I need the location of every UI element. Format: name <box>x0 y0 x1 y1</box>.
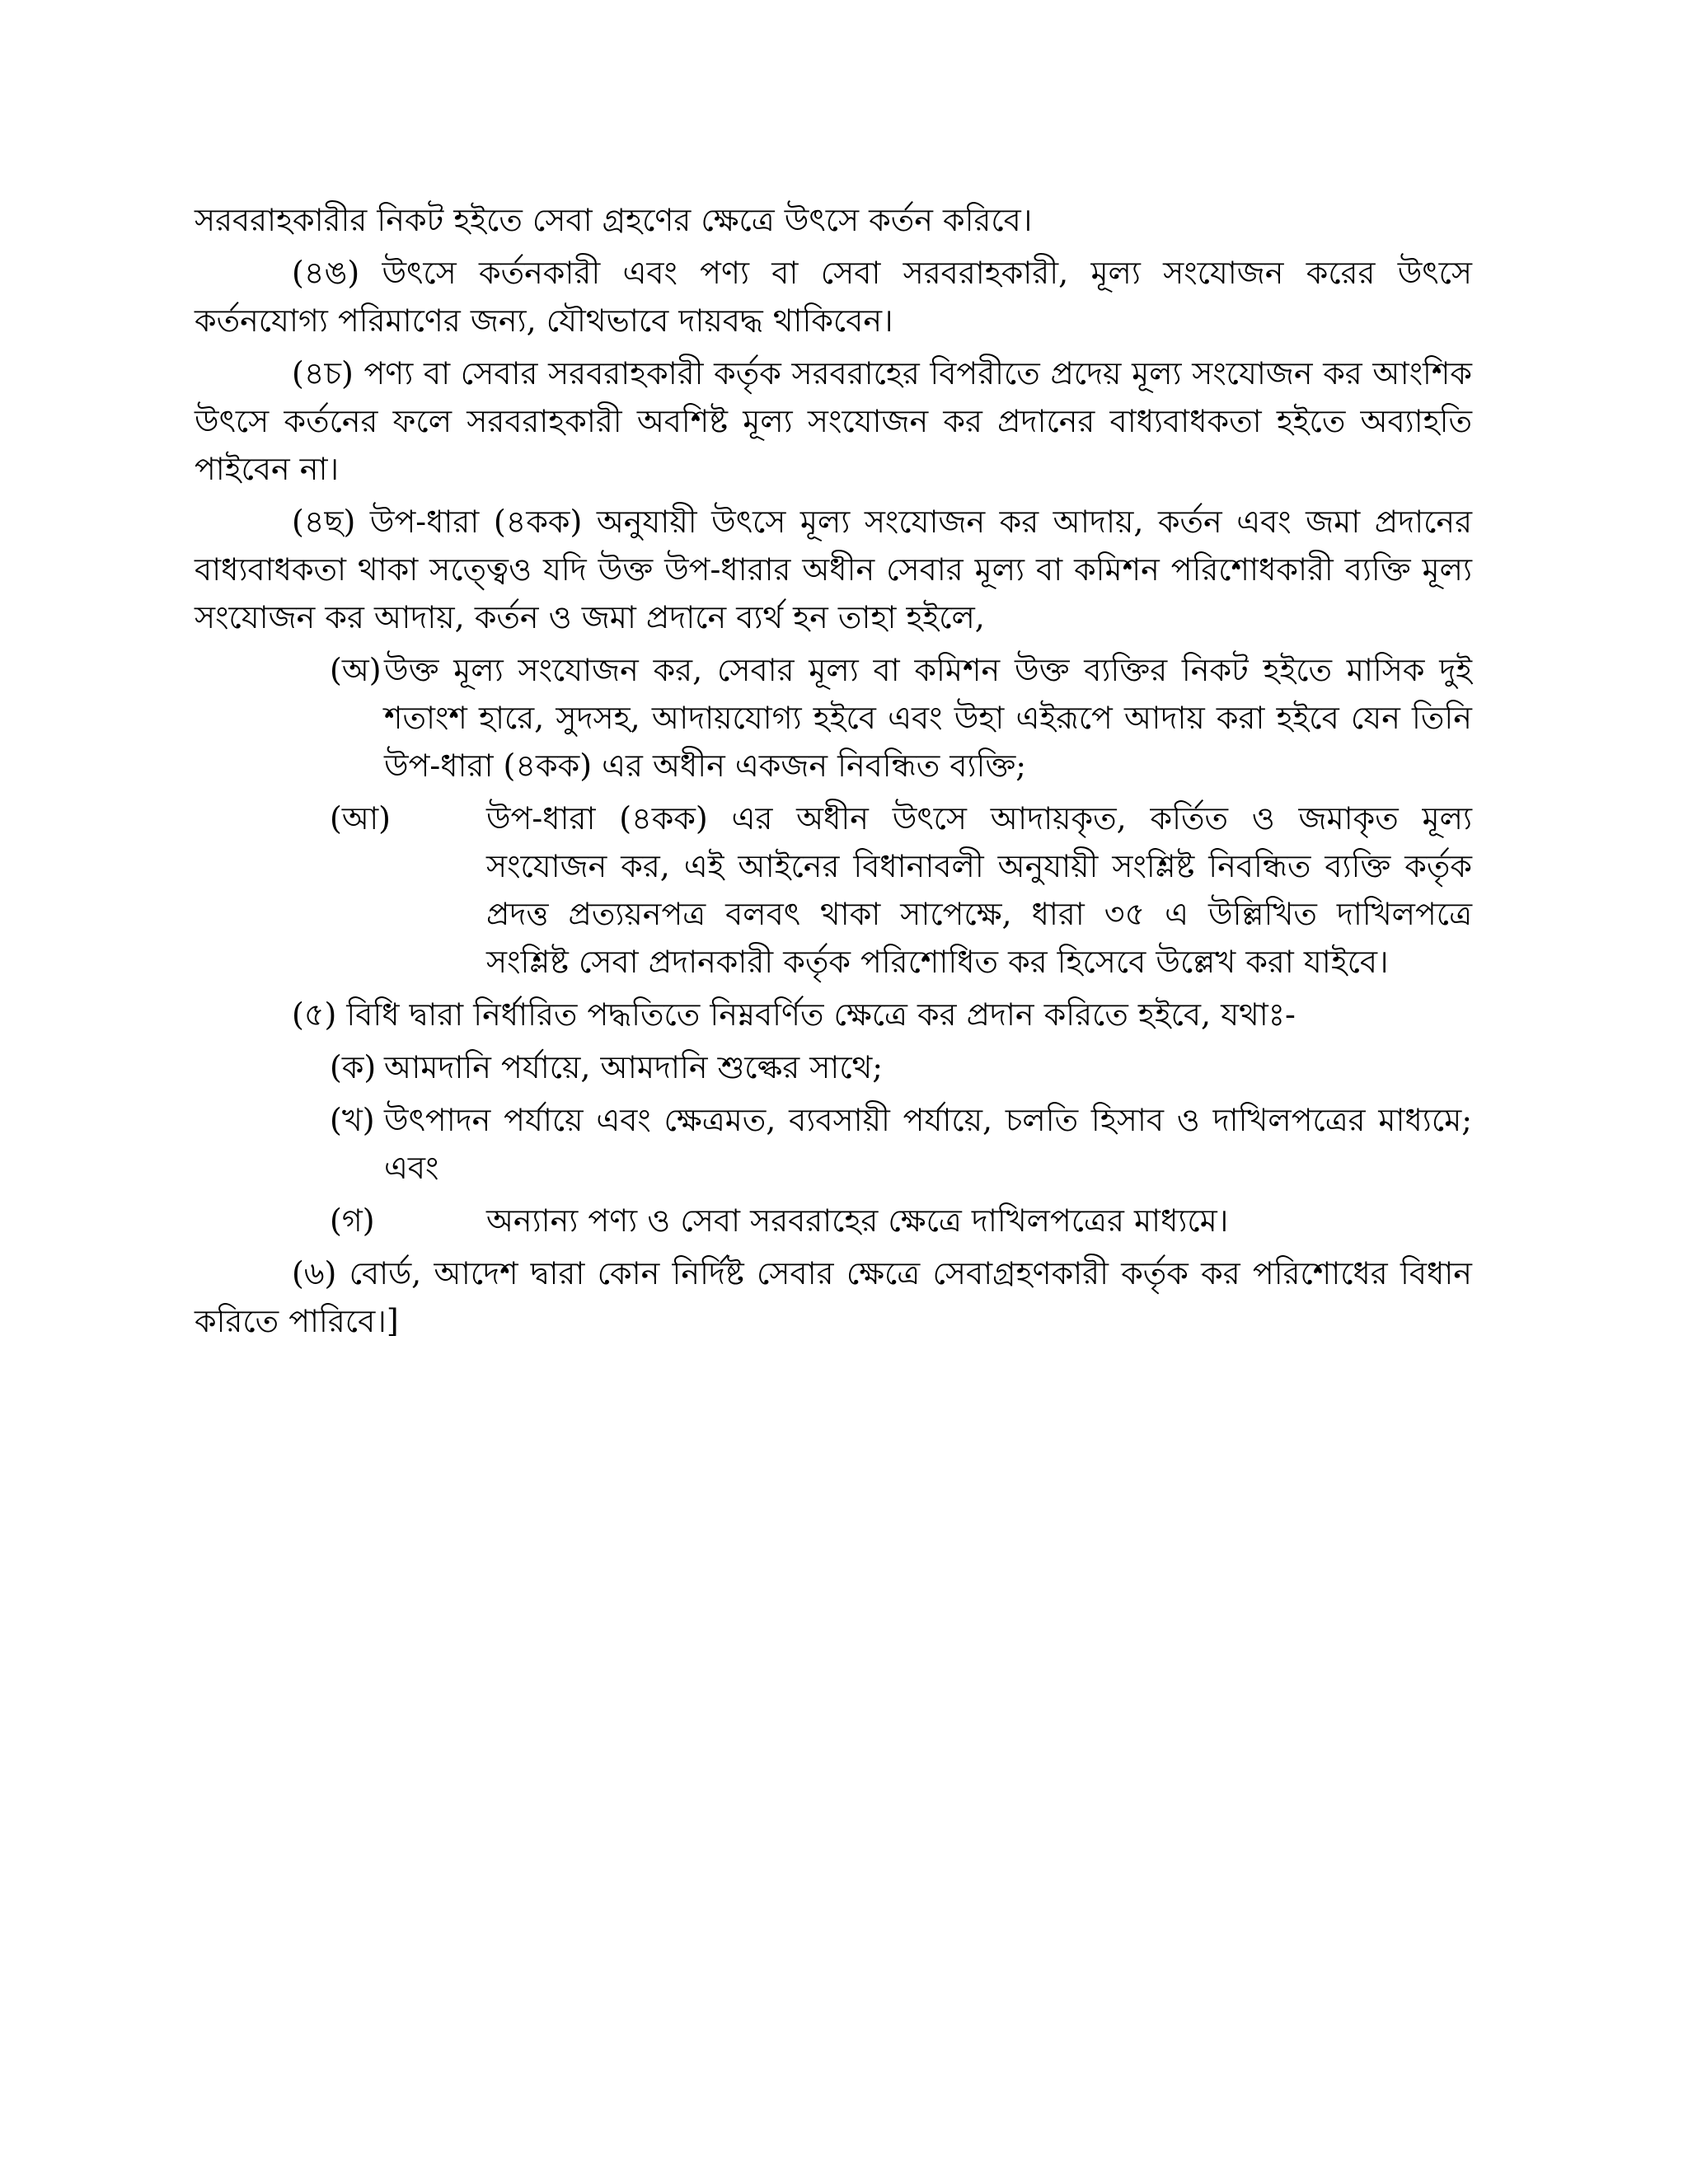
list-item-text: অন্যান্য পণ্য ও সেবা সরবরাহের ক্ষেত্রে দাখিলপত্রের মাধ্যমে। <box>486 1202 1229 1239</box>
list-item-text: উৎপাদন পর্যায়ে এবং ক্ষেত্রমত, ব্যবসায়ী পর্যায়ে, চলতি হিসাব ও দাখিলপত্রের মাধ্যমে; এবং <box>384 1102 1472 1186</box>
list-item-a <box>195 646 1472 790</box>
list-item-ka <box>195 1043 1472 1091</box>
paragraph-4ch: (৪চ) পণ্য বা সেবার সরবরাহকারী কর্তৃক সরবরাহের বিপরীতে প্রদেয় মূল্য সংযোজন কর আংশিক উৎসে কর্তনের ফলে সরবরাহকারী অবশিষ্ট মূল্য সংযোজন কর প্রদানের বাধ্যবাধকতা হইতে অব্যাহতি পাইবেন না। <box>195 355 1472 487</box>
paragraph-6: (৬) বোর্ড, আদেশ দ্বারা কোন নির্দিষ্ট সেবার ক্ষেত্রে সেবাগ্রহণকারী কর্তৃক কর পরিশোধের বিধান করিতে পারিবে।] <box>195 1255 1472 1339</box>
list-marker: (গ) <box>330 1202 375 1239</box>
paragraph-5: (৫) বিধি দ্বারা নির্ধারিত পদ্ধতিতে নিম্নবর্ণিত ক্ষেত্রে কর প্রদান করিতে হইবে, যথাঃ- <box>292 996 1296 1033</box>
list-item-kha <box>195 1096 1472 1192</box>
list-marker: (আ) <box>330 800 391 837</box>
list-item-aa <box>195 794 1472 986</box>
list-item-ga <box>195 1197 1472 1244</box>
list-marker: (ক) <box>330 1049 377 1085</box>
list-item-text: আমদানি পর্যায়ে, আমদানি শুল্কের সাথে; <box>384 1049 884 1085</box>
list-marker: (খ) <box>330 1102 375 1138</box>
paragraph-4chh: (৪ছ) উপ-ধারা (৪কক) অনুযায়ী উৎসে মূল্য সংযোজন কর আদায়, কর্তন এবং জমা প্রদানের বাধ্যবাধকতা থাকা সত্ত্বেও যদি উক্ত উপ-ধারার অধীন সেবার মূল্য বা কমিশন পরিশোধকারী ব্যক্তি মূল্য সংযোজন কর আদায়, কর্তন ও জমা প্রদানে ব্যর্থ হন তাহা হইলে, <box>195 504 1472 635</box>
list-item-text: উক্ত মূল্য সংযোজন কর, সেবার মূল্য বা কমিশন উক্ত ব্যক্তির নিকট হইতে মাসিক দুই শতাংশ হারে, সুদসহ, আদায়যোগ্য হইবে এবং উহা এইরূপে আদায় করা হইবে যেন তিনি উপ-ধারা (৪কক) এর অধীন একজন নিবন্ধিত ব্যক্তি; <box>384 652 1472 784</box>
document-body <box>195 196 1472 1350</box>
list-item-text: উপ-ধারা (৪কক) এর অধীন উৎসে আদায়কৃত, কর্তিত ও জমাকৃত মূল্য সংযোজন কর, এই আইনের বিধানাবলী অনুযায়ী সংশ্লিষ্ট নিবন্ধিত ব্যক্তি কর্তৃক প্রদত্ত প্রত্যয়নপত্র বলবৎ থাকা সাপেক্ষে, ধারা ৩৫ এ উল্লিখিত দাখিলপত্রে সংশ্লিষ্ট সেবা প্রদানকারী কর্তৃক পরিশোধিত কর হিসেবে উল্লেখ করা যাইবে। <box>486 800 1472 980</box>
paragraph-continuation: সরবরাহকারীর নিকট হইতে সেবা গ্রহণের ক্ষেত্রে উৎসে কর্তন করিবে। <box>195 202 1033 238</box>
paragraph-4e: (৪ঙ) উৎসে কর্তনকারী এবং পণ্য বা সেবা সরবরাহকারী, মূল্য সংযোজন করের উৎসে কর্তনযোগ্য পরিমাণের জন্য, যৌথভাবে দায়বদ্ধ থাকিবেন। <box>195 255 1472 339</box>
list-marker: (অ) <box>330 652 382 688</box>
